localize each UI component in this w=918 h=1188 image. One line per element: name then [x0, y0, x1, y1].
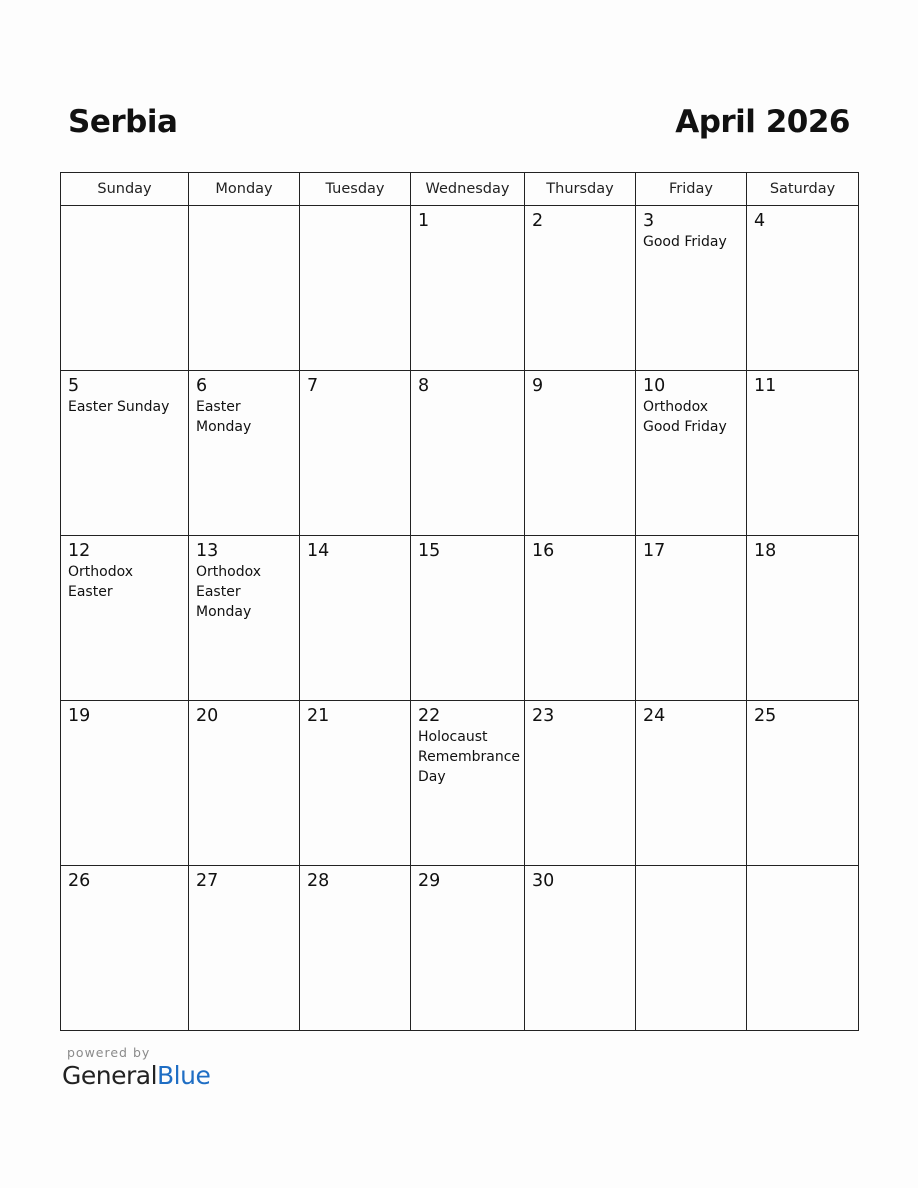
day-cell	[189, 206, 300, 371]
day-cell	[636, 536, 747, 701]
brand-general: General	[62, 1061, 158, 1090]
day-number: 7	[307, 376, 319, 396]
day-cell	[525, 371, 636, 536]
day-number: 27	[196, 871, 219, 891]
day-cell	[525, 866, 636, 1031]
day-cell	[61, 866, 189, 1031]
day-cell	[747, 536, 859, 701]
day-cell	[525, 701, 636, 866]
holiday-label: Easter Monday	[196, 399, 252, 435]
day-number: 28	[307, 871, 330, 891]
day-number: 9	[532, 376, 544, 396]
day-number: 19	[68, 706, 91, 726]
weekday-tuesday: Tuesday	[300, 173, 411, 206]
weekday-wednesday: Wednesday	[411, 173, 525, 206]
day-number: 12	[68, 541, 91, 561]
weekday-friday: Friday	[636, 173, 747, 206]
day-number: 15	[418, 541, 441, 561]
generalblue-logo[interactable]	[62, 1061, 210, 1090]
day-number: 14	[307, 541, 330, 561]
day-cell	[636, 371, 747, 536]
day-number: 5	[68, 376, 80, 396]
holiday-label: Easter Sunday	[68, 399, 170, 415]
day-number: 1	[418, 211, 430, 231]
day-cell	[189, 371, 300, 536]
day-number: 16	[532, 541, 555, 561]
day-cell	[61, 206, 189, 371]
day-number: 17	[643, 541, 666, 561]
calendar-grid	[60, 172, 859, 1031]
day-cell	[300, 701, 411, 866]
powered-by-text: powered by	[67, 1045, 151, 1060]
day-cell	[525, 536, 636, 701]
day-number: 6	[196, 376, 208, 396]
brand-blue: Blue	[157, 1061, 211, 1090]
day-cell	[300, 536, 411, 701]
weekday-header-row	[61, 173, 859, 206]
day-cell	[189, 701, 300, 866]
week-row	[61, 371, 859, 536]
day-cell	[411, 371, 525, 536]
calendar-header	[62, 104, 850, 148]
day-cell	[747, 371, 859, 536]
day-number: 2	[532, 211, 544, 231]
day-cell	[636, 206, 747, 371]
holiday-label: Holocaust Remembrance Day	[418, 729, 521, 785]
day-cell	[411, 536, 525, 701]
day-number: 30	[532, 871, 555, 891]
day-cell	[189, 866, 300, 1031]
day-number: 24	[643, 706, 666, 726]
day-cell	[525, 206, 636, 371]
day-cell	[636, 866, 747, 1031]
day-number: 18	[754, 541, 777, 561]
day-cell	[411, 866, 525, 1031]
week-row	[61, 866, 859, 1031]
day-cell	[61, 701, 189, 866]
holiday-label: Orthodox Good Friday	[643, 399, 727, 435]
day-number: 4	[754, 211, 766, 231]
day-cell	[61, 371, 189, 536]
day-number: 25	[754, 706, 777, 726]
month-title: April 2026	[675, 104, 850, 140]
day-number: 8	[418, 376, 430, 396]
day-number: 11	[754, 376, 777, 396]
day-cell	[636, 701, 747, 866]
holiday-label: Good Friday	[643, 234, 727, 250]
weekday-sunday: Sunday	[61, 173, 189, 206]
weekday-monday: Monday	[189, 173, 300, 206]
weekday-thursday: Thursday	[525, 173, 636, 206]
day-number: 23	[532, 706, 555, 726]
day-cell	[747, 701, 859, 866]
day-number: 21	[307, 706, 330, 726]
holiday-label: Orthodox Easter Monday	[196, 564, 262, 620]
day-cell	[411, 206, 525, 371]
day-cell	[747, 866, 859, 1031]
day-cell	[300, 206, 411, 371]
day-number: 13	[196, 541, 219, 561]
week-row	[61, 701, 859, 866]
holiday-label: Orthodox Easter	[68, 564, 134, 600]
day-number: 10	[643, 376, 666, 396]
day-cell	[61, 536, 189, 701]
day-number: 26	[68, 871, 91, 891]
week-row	[61, 206, 859, 371]
day-cell	[411, 701, 525, 866]
day-cell	[189, 536, 300, 701]
day-cell	[747, 206, 859, 371]
day-cell	[300, 371, 411, 536]
day-number: 29	[418, 871, 441, 891]
day-number: 3	[643, 211, 655, 231]
weekday-saturday: Saturday	[747, 173, 859, 206]
day-number: 20	[196, 706, 219, 726]
footer-branding	[62, 1045, 210, 1090]
week-row	[61, 536, 859, 701]
country-title: Serbia	[68, 104, 178, 140]
day-number: 22	[418, 706, 441, 726]
day-cell	[300, 866, 411, 1031]
